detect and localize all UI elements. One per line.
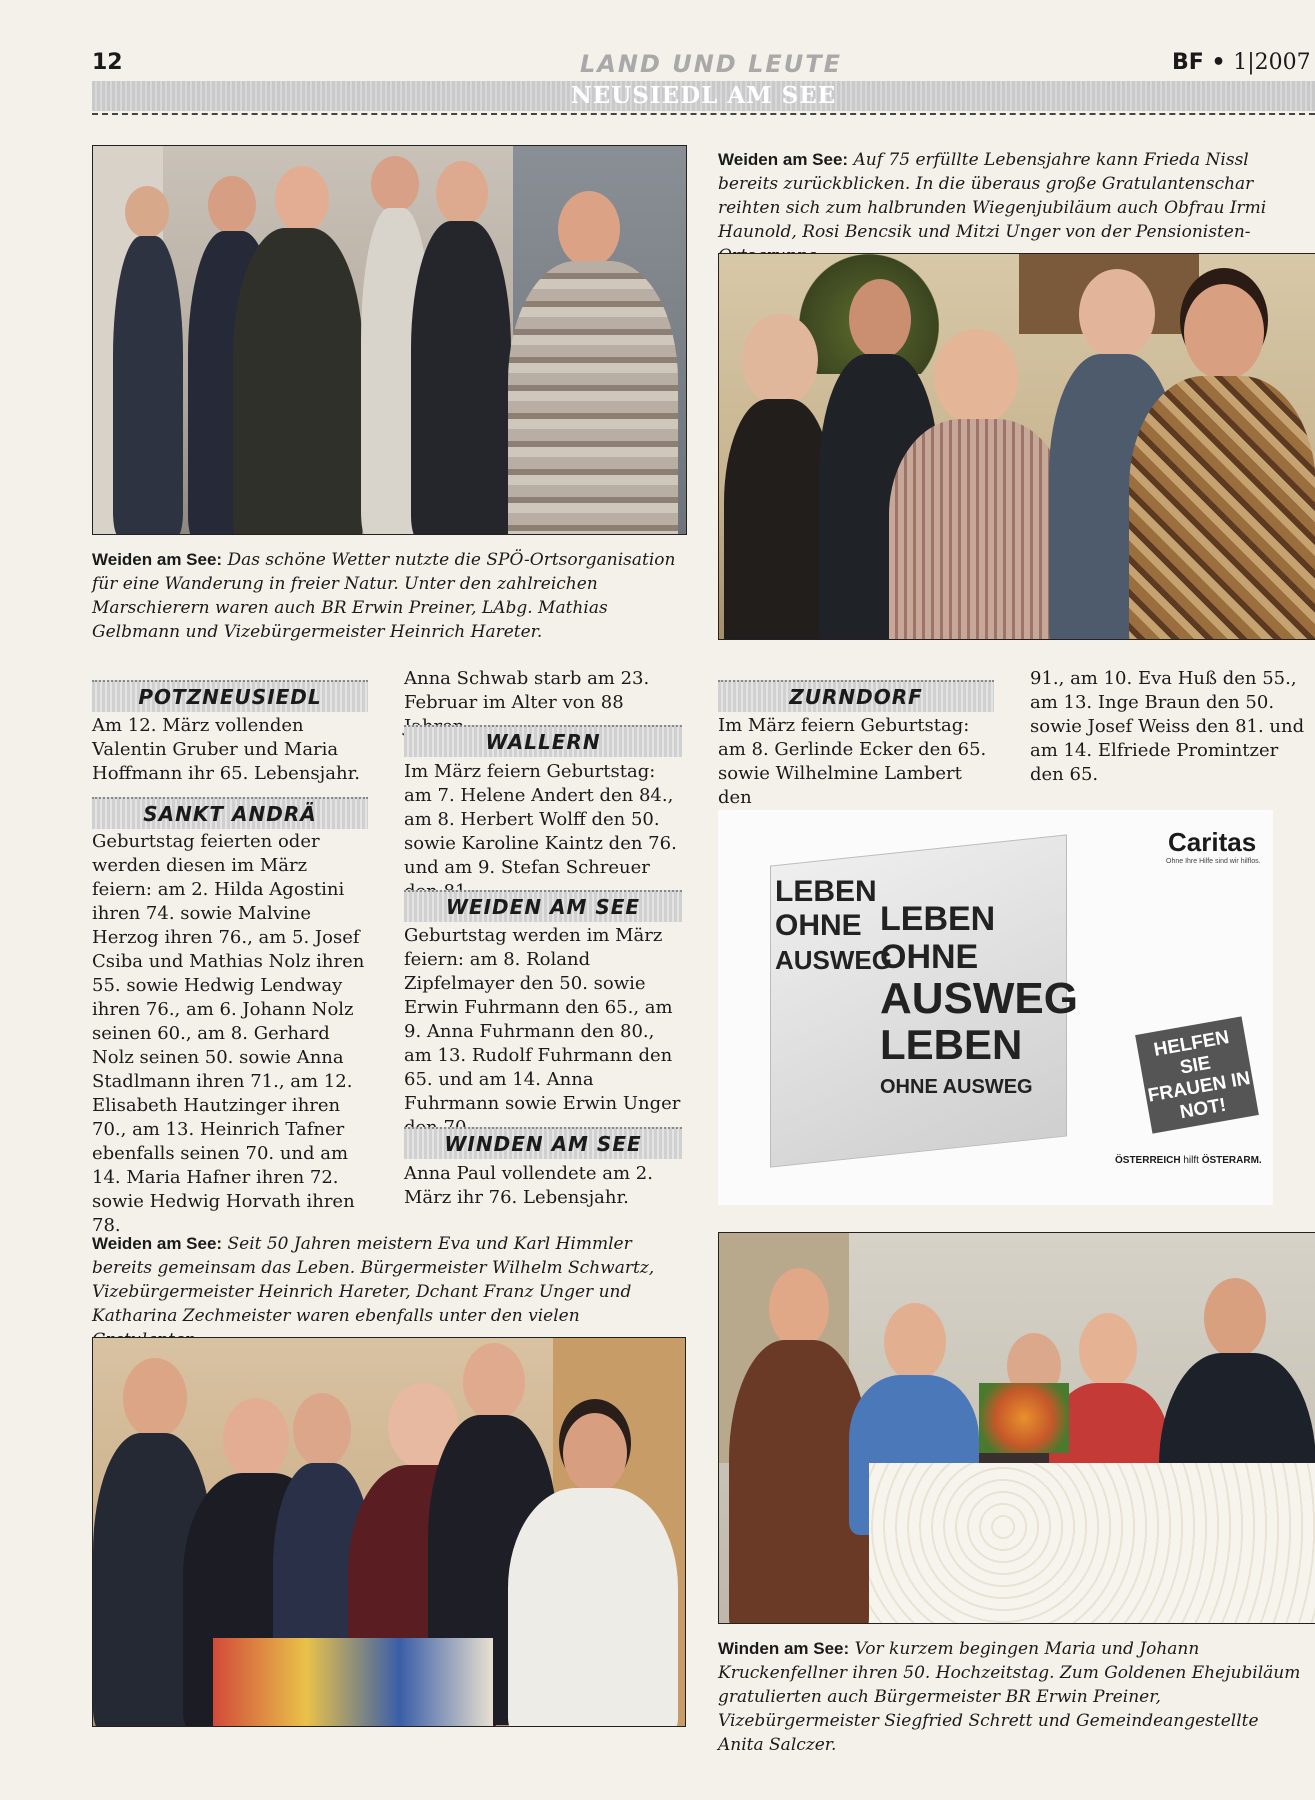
heading-weiden: WEIDEN AM SEE	[404, 890, 682, 922]
heading-potzneusiedl: POTZNEUSIEDL	[92, 680, 368, 712]
ad-footer: ÖSTERREICH hilft ÖSTERARM.	[1115, 1155, 1262, 1166]
region-title: NEUSIEDL AM SEE	[570, 82, 837, 109]
text-weiden: Geburtstag werden im März feiern: am 8. Roland Zipfelmayer den 50. sowie Erwin Fuhrmann den 65., am 9. Anna Fuhrmann den 80., am 13. Rudolf Fuhrmann den 65. und am 14. Anna Fuhrmann sowie Erwin Unger	[404, 925, 681, 1114]
text-wallern: Im März feiern Geburtstag: am 7. Helene Andert den 84., am 8. Herbert Wolff den 50. sowie Karoline Kaintz den 76. und am 9. Stefan Schreuer	[404, 761, 677, 878]
photo-golden-wedding-weiden	[92, 1337, 686, 1727]
issue-year: 2007	[1254, 50, 1311, 75]
caption-birthday-75: Weiden am See: Auf 75 erfüllte Lebensjahre kann Frieda Nissl bereits zurückblicken. In die überaus große Gratulantenschar reihten sich zum halbrunden Wiegenjubiläum auch Obfrau Irmi Haunold, Rosi Bencsik und Mitzi Unger von der Pensionisten-	[718, 150, 1267, 242]
caption-hiking: Weiden am See: Das schöne Wetter nutzte die SPÖ-Ortsorganisation für eine Wanderung in freier Natur. Unter den zahlreichen Marschierern waren auch BR Erwin Preiner, LAbg. Mathias Gelbmann und Vizebürgermeister Heinrich Hareter.	[92, 550, 676, 642]
issue-number: 1	[1233, 50, 1248, 75]
caritas-tagline: Ohne Ihre Hilfe sind wir hilflos.	[1166, 858, 1261, 865]
caption-golden-wedding-weiden: Weiden am See: Seit 50 Jahren meistern Eva und Karl Himmler bereits gemeinsam das Leben. Bürgermeister Wilhelm Schwartz, Vizebürgermeister Heinrich Hareter, Dchant Franz Unger und Katharina Zechmeister waren ebenfalls unter den vielen	[92, 1234, 655, 1326]
heading-wallern: WALLERN	[404, 725, 682, 757]
text-zurndorf: Im März feiern Geburtstag: am 8. Gerlinde Ecker den 65. sowie Wilhelmine Lambert den	[718, 715, 987, 808]
text-obituary: Anna Schwab starb am 23. Februar im Alter von 88	[404, 668, 650, 713]
text-potzneusiedl: Am 12. März vollenden Valentin Gruber und Maria Hoffmann ihr 65. Lebensjahr.	[92, 715, 360, 784]
ad-badge: HELFEN SIE FRAUEN IN NOT!	[1135, 1016, 1259, 1133]
section-title: LAND UND LEUTE	[580, 50, 843, 78]
publication-name: BF	[1172, 50, 1204, 75]
ad-cube-text-right: LEBEN OHNE AUSWEG LEBEN OHNE AUSWEG	[880, 900, 1078, 1098]
caritas-logo: Caritas	[1168, 827, 1257, 857]
photo-golden-wedding-winden	[718, 1232, 1315, 1624]
photo-birthday-75	[718, 253, 1315, 640]
heading-sankt-andrae: SANKT ANDRÄ	[92, 797, 368, 829]
issue-info: BF • 1|2007	[1172, 50, 1311, 75]
text-winden: Anna Paul vollendete am 2. März ihr 76. Lebensjahr.	[404, 1163, 653, 1208]
text-sankt-andrae: Geburtstag feierten oder werden diesen im März feiern: am 2. Hilda Agostini ihren 74. sowie Malvine Herzog ihren 76., am 5. Josef Csiba und Mathias Nolz ihren 55. sowie Hedwig Lendway ihren 76., am 6. Johann Nolz seinen 60., am 8. Gerhard Nolz seinen 50. sowie Anna Stadlmann ihren 71., am 12. Elisabeth Hautzinger ihren 70., am 13. Heinrich Tafner ebenfalls seinen 70. und am 14. Maria Hafner ihren 72. sowie Hedwig Horvath ihren 78.	[92, 831, 365, 1236]
heading-zurndorf: ZURNDORF	[718, 680, 994, 712]
heading-winden: WINDEN AM SEE	[404, 1127, 682, 1159]
text-zurndorf-continued: 91., am 10. Eva Huß den 55., am 13. Inge Braun den 50. sowie Josef Weiss den 81. und am 14. Elfriede Promintzer den 65.	[1030, 668, 1305, 785]
ad-cube-text-left: LEBEN OHNE AUSWEG	[775, 875, 892, 975]
caption-golden-wedding-winden: Winden am See: Vor kurzem begingen Maria und Johann Kruckenfellner ihren 50. Hochzeitstag. Zum Goldenen Ehejubiläum gratulierten auch Bürgermeister BR Erwin Preiner, Vizebürgermeister Siegfried Schrett und Gemeindeangestellte Anita Salczer.	[718, 1639, 1301, 1755]
header-divider	[92, 113, 1315, 115]
page-number: 12	[92, 50, 123, 75]
photo-hiking-group	[92, 145, 687, 535]
